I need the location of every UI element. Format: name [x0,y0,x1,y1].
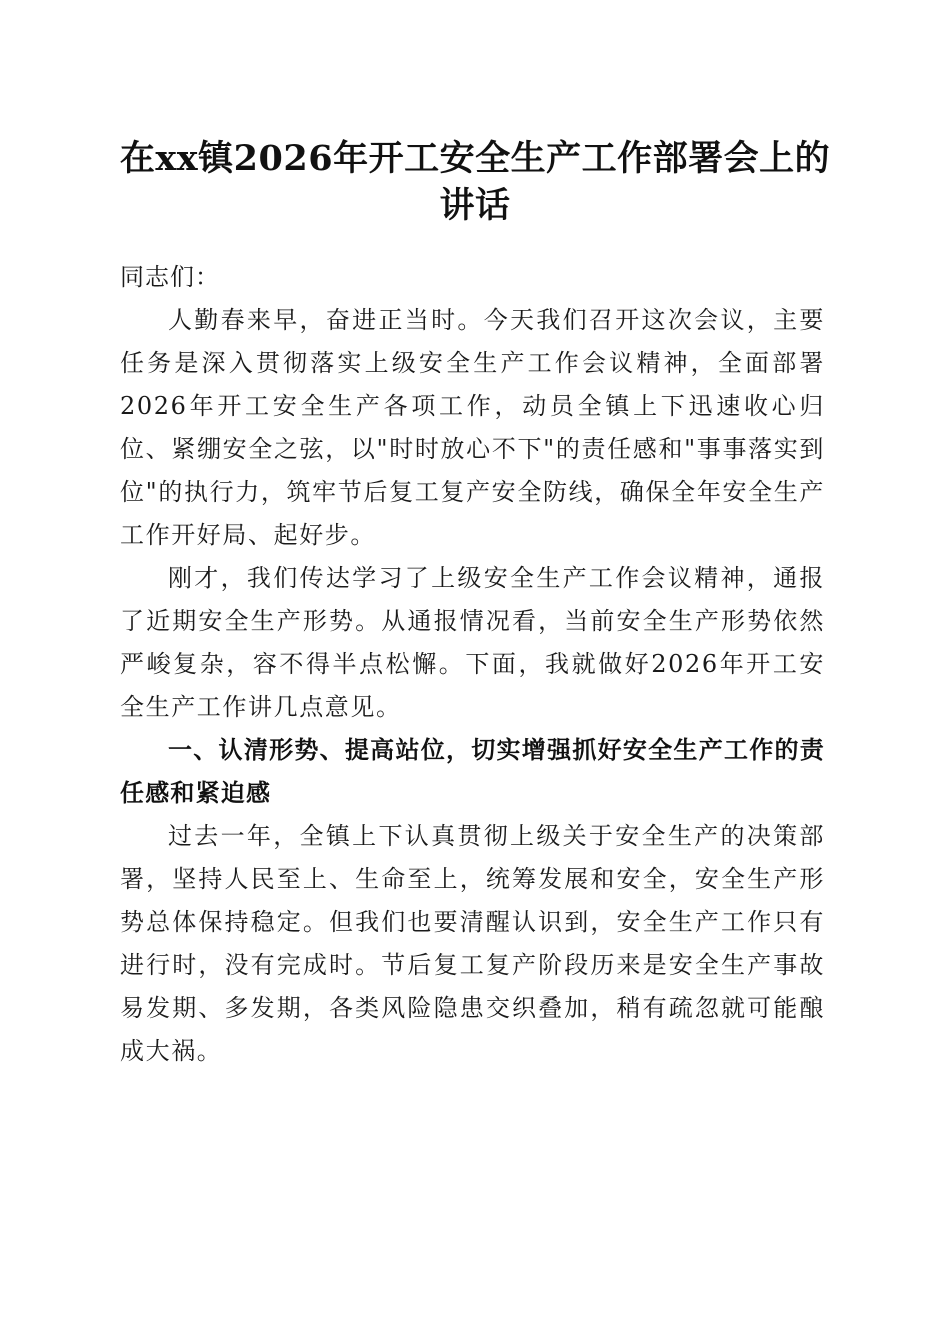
document-body [120,256,825,1073]
paragraph-opening: 人勤春来早，奋进正当时。今天我们召开这次会议，主要任务是深入贯彻落实上级安全生产工作会议精神，全面部署2026年开工安全生产各项工作，动员全镇上下迅速收心归位、紧绷安全之弦，以"时时放心不下"的责任感和"事事落实到位"的执行力，筑牢节后复工复产安全防线，确保全年安全生产工作开好局、起好步。 [120,306,825,549]
paragraph-section-1: 过去一年，全镇上下认真贯彻上级关于安全生产的决策部署，坚持人民至上、生命至上，统筹发展和安全，安全生产形势总体保持稳定。但我们也要清醒认识到，安全生产工作只有进行时，没有完成时。节后复工复产阶段历来是安全生产事故易发期、多发期，各类风险隐患交织叠加，稍有疏忽就可能酿成大祸。 [120,822,825,1065]
section-heading-1: 一、认清形势、提高站位，切实增强抓好安全生产工作的责任感和紧迫感 [120,736,825,807]
salutation: 同志们： [120,263,220,291]
paragraph-briefing: 刚才，我们传达学习了上级安全生产工作会议精神，通报了近期安全生产形势。从通报情况看，当前安全生产形势依然严峻复杂，容不得半点松懈。下面，我就做好2026年开工安全生产工作讲几点意见。 [120,564,825,721]
document-title: 在xx镇2026年开工安全生产工作部署会上的讲话 [119,138,831,226]
